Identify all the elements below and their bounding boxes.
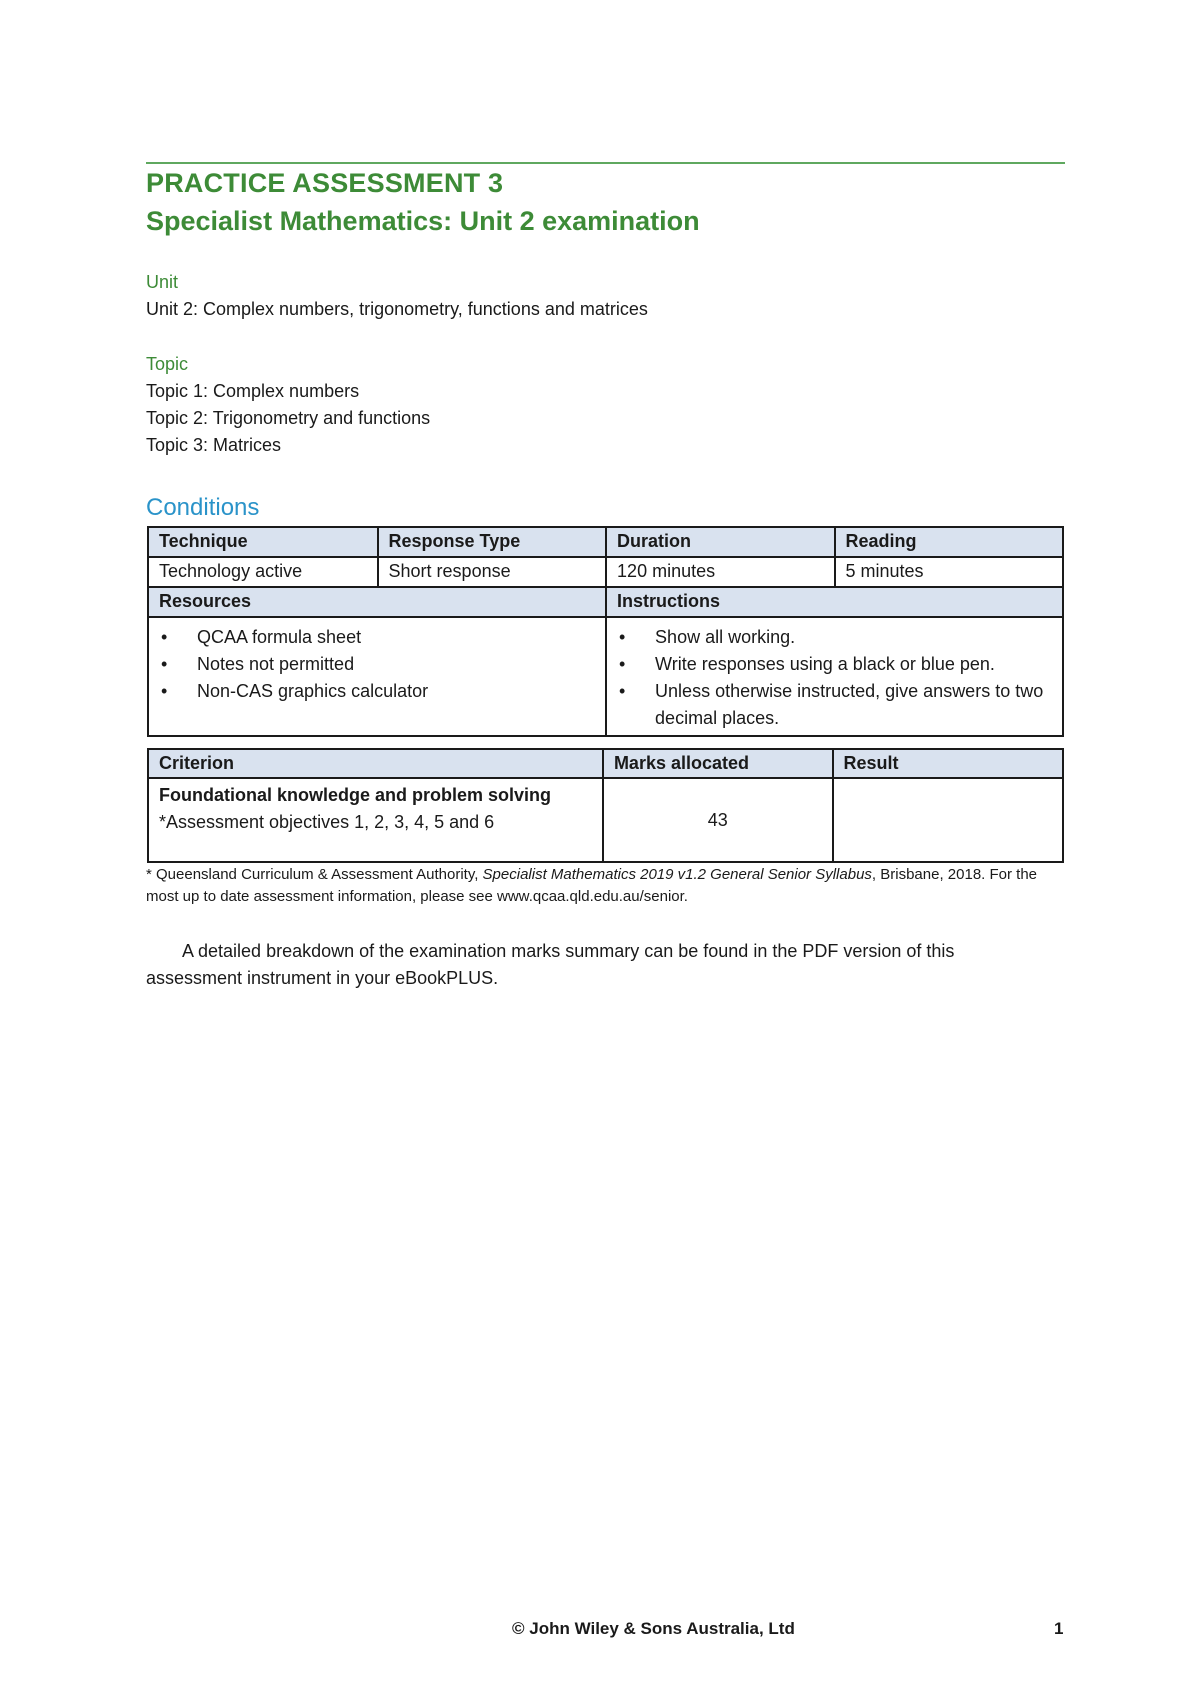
list-item: • Show all working. — [645, 624, 1052, 651]
conditions-heading: Conditions — [146, 494, 260, 521]
header-reading: Reading — [835, 527, 1063, 557]
criterion-cell — [148, 778, 603, 862]
topic-item: Topic 1: Complex numbers — [146, 381, 360, 401]
topic-item: Topic 3: Matrices — [146, 435, 282, 455]
header-technique: Technique — [148, 527, 378, 557]
resources-list — [159, 624, 595, 705]
header-result: Result — [833, 749, 1064, 778]
unit-value: Unit 2: Complex numbers, trigonometry, functions and matrices — [146, 299, 648, 319]
list-item: • QCAA formula sheet — [187, 624, 595, 651]
page-number: 1 — [1054, 1619, 1064, 1638]
page-title: PRACTICE ASSESSMENT 3 — [146, 168, 504, 198]
topic-item: Topic 2: Trigonometry and functions — [146, 408, 431, 428]
topic-label: Topic — [146, 354, 189, 374]
unit-label: Unit — [146, 272, 179, 292]
instructions-list — [617, 624, 1052, 732]
footnote-suffix: , Brisbane, 2018. For the most up to date assessment information, please see www.qcaa.qld.edu.au/senior. — [146, 866, 1038, 905]
list-item: • Notes not permitted — [187, 651, 595, 678]
header-duration: Duration — [606, 527, 834, 557]
resources-cell — [148, 617, 606, 736]
list-item: • Unless otherwise instructed, give answers to two decimal places. — [645, 678, 1052, 732]
list-item: • Non-CAS graphics calculator — [187, 678, 595, 705]
conditions-table — [147, 526, 1064, 737]
footnote-prefix: * Queensland Curriculum & Assessment Authority, — [146, 866, 483, 883]
header-response-type: Response Type — [378, 527, 607, 557]
value-reading: 5 minutes — [835, 557, 1063, 587]
criterion-name: Foundational knowledge and problem solving — [159, 785, 552, 805]
value-response-type: Short response — [378, 557, 607, 587]
result-value — [833, 778, 1064, 862]
marks-value: 43 — [603, 778, 833, 862]
value-duration: 120 minutes — [606, 557, 834, 587]
value-technique: Technology active — [148, 557, 378, 587]
list-item: • Write responses using a black or blue pen. — [645, 651, 1052, 678]
instructions-cell — [606, 617, 1063, 736]
criterion-table — [147, 748, 1064, 863]
breakdown-paragraph: A detailed breakdown of the examination marks summary can be found in the PDF version of this assessment instrument in your eBookPLUS. — [146, 941, 955, 988]
top-rule — [146, 162, 1065, 164]
footnote-syllabus-title: Specialist Mathematics 2019 v1.2 General Senior Syllabus — [482, 866, 872, 883]
criterion-objectives: *Assessment objectives 1, 2, 3, 4, 5 and 6 — [159, 812, 495, 832]
page-subtitle: Specialist Mathematics: Unit 2 examination — [146, 206, 700, 236]
header-resources: Resources — [148, 587, 606, 617]
footnote — [146, 864, 1066, 908]
header-criterion: Criterion — [148, 749, 603, 778]
header-instructions: Instructions — [606, 587, 1063, 617]
header-marks: Marks allocated — [603, 749, 833, 778]
copyright-footer: © John Wiley & Sons Australia, Ltd — [512, 1619, 795, 1638]
